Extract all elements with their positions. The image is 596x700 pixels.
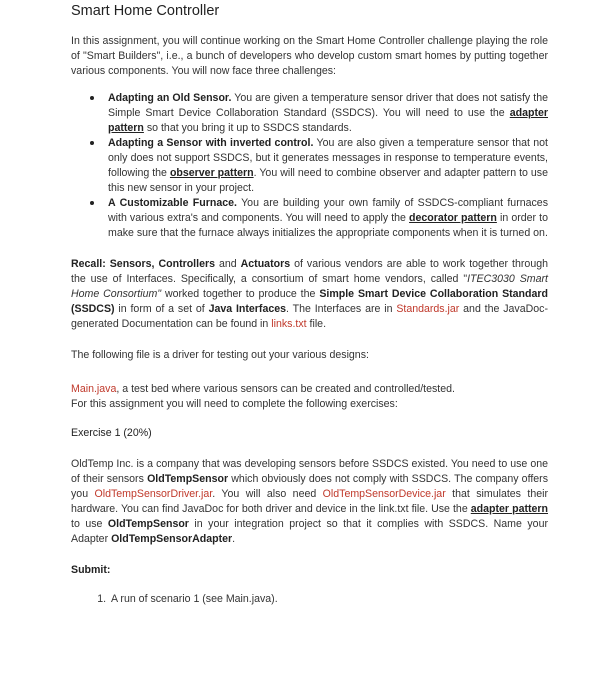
recall-text: of various vendors are able to work together through the use of Interfaces. Specifically, a consortium of smart home vendors, called " bbox=[71, 258, 548, 285]
pattern-link: adapter pattern bbox=[470, 503, 549, 515]
class-name: OldTempSensorAdapter bbox=[111, 533, 233, 545]
challenge-item bbox=[108, 91, 548, 136]
recall-term: Actuators bbox=[240, 258, 291, 270]
exercise-text: which obviously does not comply with SSDCS. The company offers you bbox=[71, 473, 548, 500]
pattern-link: observer pattern bbox=[169, 167, 254, 179]
recall-label: Recall: bbox=[71, 258, 106, 270]
challenge-item bbox=[108, 196, 548, 241]
challenge-item bbox=[108, 136, 548, 196]
recall-term: Sensors, Controllers bbox=[105, 258, 215, 270]
pattern-link: adapter pattern bbox=[108, 107, 548, 134]
submit-heading: Submit: bbox=[71, 564, 111, 576]
recall-text: and bbox=[214, 258, 241, 270]
recall-paragraph bbox=[71, 257, 548, 332]
challenge-heading: Adapting a Sensor with inverted control. bbox=[108, 137, 314, 149]
recall-text: in form of a set of bbox=[114, 303, 209, 315]
exercise-text: that simulates their hardware. You can find JavaDoc for both driver and device in the link.txt file. Use the bbox=[71, 488, 548, 515]
document-body bbox=[71, 34, 548, 607]
exercise-title: Exercise 1 (20%) bbox=[71, 427, 152, 439]
challenge-list bbox=[71, 91, 548, 241]
challenge-text: You are building your own family of SSDCS-compliant furnaces with various extra's and components. You will need to apply the bbox=[108, 197, 548, 224]
class-name: OldTempSensor bbox=[107, 518, 189, 530]
challenge-text: You are also given a temperature sensor that not only does not support SSDCS, but it generates messages in response to temperature events, following the bbox=[108, 137, 548, 179]
exercise-text: in your integration project so that it complies with SSDCS. Name your Adapter bbox=[71, 518, 548, 545]
challenge-text: so that you bring it up to SSDCS standards. bbox=[143, 122, 352, 134]
challenge-text: . You will need to combine observer and adapter pattern to use this new sensor in your project. bbox=[108, 167, 548, 194]
main-java-file: Main.java bbox=[71, 383, 117, 395]
challenge-text: in order to make sure that the furnace always initializes the appropriate components when it is turned on. bbox=[108, 212, 548, 239]
driver-jar-file: OldTempSensorDriver.jar bbox=[94, 488, 213, 500]
device-jar-file: OldTempSensorDevice.jar bbox=[322, 488, 446, 500]
exercise-text: . bbox=[232, 533, 236, 545]
exercise-text: . You will also need bbox=[212, 488, 323, 500]
main-java-desc: , a test bed where various sensors can be created and controlled/tested. bbox=[116, 383, 455, 395]
exercise-paragraph bbox=[71, 457, 548, 547]
main-java-line bbox=[71, 382, 548, 412]
links-file: links.txt bbox=[271, 318, 307, 330]
recall-text: and the JavaDoc-generated Documentation can be found in bbox=[71, 303, 548, 330]
challenge-heading: A Customizable Furnace. bbox=[108, 197, 237, 209]
class-name: OldTempSensor bbox=[147, 473, 229, 485]
standard-name: Simple Smart Device Collaboration Standard (SSDCS) bbox=[71, 288, 548, 315]
recall-text: . The Interfaces are in bbox=[286, 303, 397, 315]
challenge-heading: Adapting an Old Sensor. bbox=[108, 92, 232, 104]
recall-text: file. bbox=[306, 318, 327, 330]
submit-label bbox=[71, 563, 548, 578]
recall-term: Java Interfaces bbox=[208, 303, 287, 315]
submit-list bbox=[71, 592, 548, 607]
pattern-link: decorator pattern bbox=[409, 212, 497, 224]
intro-paragraph: In this assignment, you will continue working on the Smart Home Controller challenge playing the role of "Smart Builders", i.e., a bunch of developers who develop custom smart homes by putting together various components. You will now face three challenges: bbox=[71, 35, 548, 77]
exercise-text: to use bbox=[71, 518, 108, 530]
exercise-text: OldTemp Inc. is a company that was developing sensors before SSDCS existed. You need to use one of their sensors bbox=[71, 458, 548, 485]
driver-intro: The following file is a driver for testing out your various designs: bbox=[71, 349, 369, 361]
page-title: Smart Home Controller bbox=[71, 3, 220, 19]
recall-text: worked together to produce the bbox=[161, 288, 320, 300]
standards-jar-file: Standards.jar bbox=[396, 303, 460, 315]
challenge-text: You are given a temperature sensor driver that does not satisfy the Simple Smart Device Collaboration Standard (SSDCS). You will need to use the bbox=[108, 92, 548, 119]
submit-item: 1. A run of scenario 1 (see Main.java). bbox=[109, 592, 548, 607]
exercises-intro: For this assignment you will need to complete the following exercises: bbox=[71, 398, 398, 410]
consortium-name: ITEC3030 Smart Home Consortium" bbox=[71, 273, 548, 300]
